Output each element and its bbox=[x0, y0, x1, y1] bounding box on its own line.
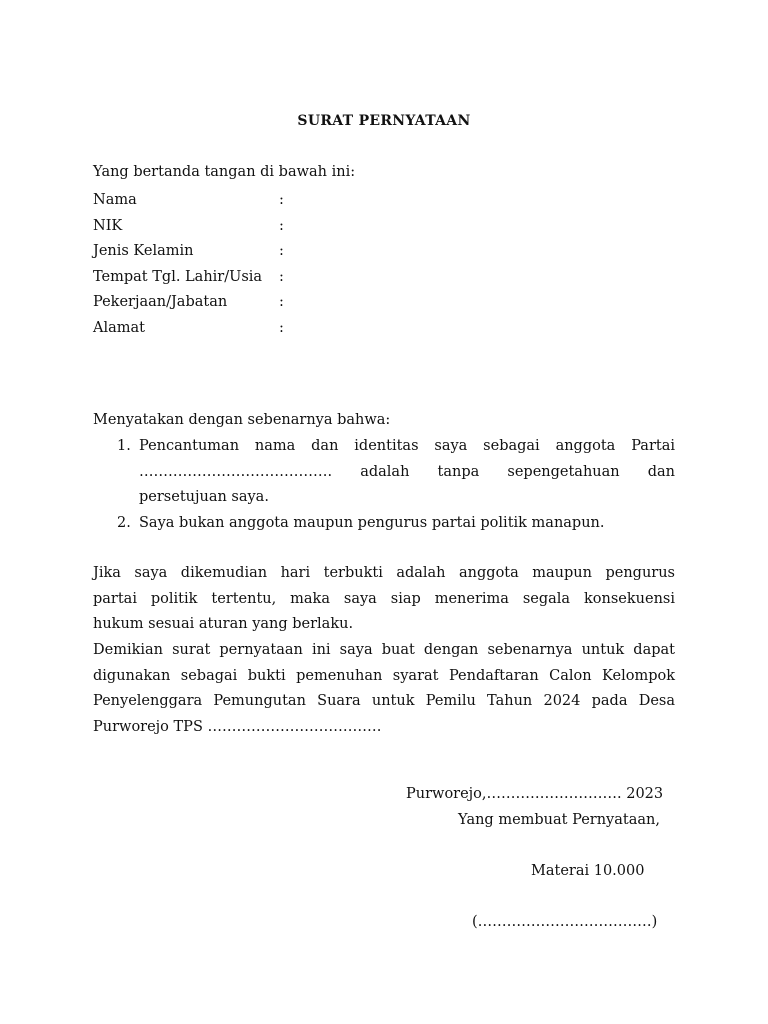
place-date: Purworejo,………………………. 2023 bbox=[406, 786, 664, 802]
paragraph-line: Jika saya dikemudian hari terbukti adalah anggota maupun pengurus bbox=[93, 565, 675, 581]
field-colon: : bbox=[279, 294, 284, 311]
field-label: Nama bbox=[93, 192, 137, 208]
field-row-jenis-kelamin bbox=[93, 239, 284, 265]
field-label: NIK bbox=[93, 217, 123, 234]
list-item-line: persetujuan saya. bbox=[139, 489, 269, 506]
list-number: 1. bbox=[117, 438, 131, 454]
identity-fields bbox=[93, 188, 284, 342]
list-item bbox=[93, 434, 675, 511]
field-colon: : bbox=[279, 243, 284, 260]
field-row-alamat bbox=[93, 316, 284, 342]
field-colon: : bbox=[279, 217, 284, 234]
list-item-line: Saya bukan anggota maupun pengurus partai politik manapun. bbox=[139, 514, 605, 531]
list-item bbox=[93, 511, 675, 537]
closing-paragraph bbox=[93, 638, 675, 740]
document-title: SURAT PERNYATAAN bbox=[297, 113, 471, 129]
list-item-line: …………………………………. adalah tanpa sepengetahuan dan bbox=[139, 463, 675, 480]
field-row-nik bbox=[93, 214, 284, 240]
field-label: Pekerjaan/Jabatan bbox=[93, 294, 228, 311]
statement-intro: Menyatakan dengan sebenarnya bahwa: bbox=[93, 412, 391, 428]
field-label: Tempat Tgl. Lahir/Usia bbox=[93, 268, 263, 285]
field-colon: : bbox=[279, 268, 284, 285]
field-label: Jenis Kelamin bbox=[93, 243, 194, 260]
field-colon: : bbox=[279, 192, 284, 208]
signature-name-line: (………………………………) bbox=[472, 914, 658, 930]
stamp-duty-label: Materai 10.000 bbox=[531, 863, 645, 879]
paragraph-line: Demikian surat pernyataan ini saya buat dengan sebenarnya untuk dapat bbox=[93, 642, 675, 658]
field-row-tempat-tgl-lahir bbox=[93, 265, 284, 291]
paragraph-line: hukum sesuai aturan yang berlaku. bbox=[93, 616, 354, 633]
paragraph-line: partai politik tertentu, maka saya siap menerima segala konsekuensi bbox=[93, 590, 675, 607]
list-item-line: Pencantuman nama dan identitas saya sebagai anggota Partai bbox=[139, 438, 675, 454]
intro-text: Yang bertanda tangan di bawah ini: bbox=[93, 164, 356, 180]
field-colon: : bbox=[279, 319, 284, 336]
field-label: Alamat bbox=[93, 319, 145, 336]
paragraph-line: digunakan sebagai bukti pemenuhan syarat Pendaftaran Calon Kelompok bbox=[93, 667, 675, 684]
paragraph-line: Penyelenggara Pemungutan Suara untuk Pemilu Tahun 2024 pada Desa bbox=[93, 693, 675, 710]
statement-list bbox=[93, 434, 675, 536]
consequence-paragraph bbox=[93, 561, 675, 638]
signatory-label: Yang membuat Pernyataan, bbox=[458, 812, 660, 828]
field-row-nama bbox=[93, 188, 284, 214]
list-number: 2. bbox=[117, 514, 131, 531]
field-row-pekerjaan bbox=[93, 290, 284, 316]
paragraph-line: Purworejo TPS ……………………………… bbox=[93, 718, 382, 735]
